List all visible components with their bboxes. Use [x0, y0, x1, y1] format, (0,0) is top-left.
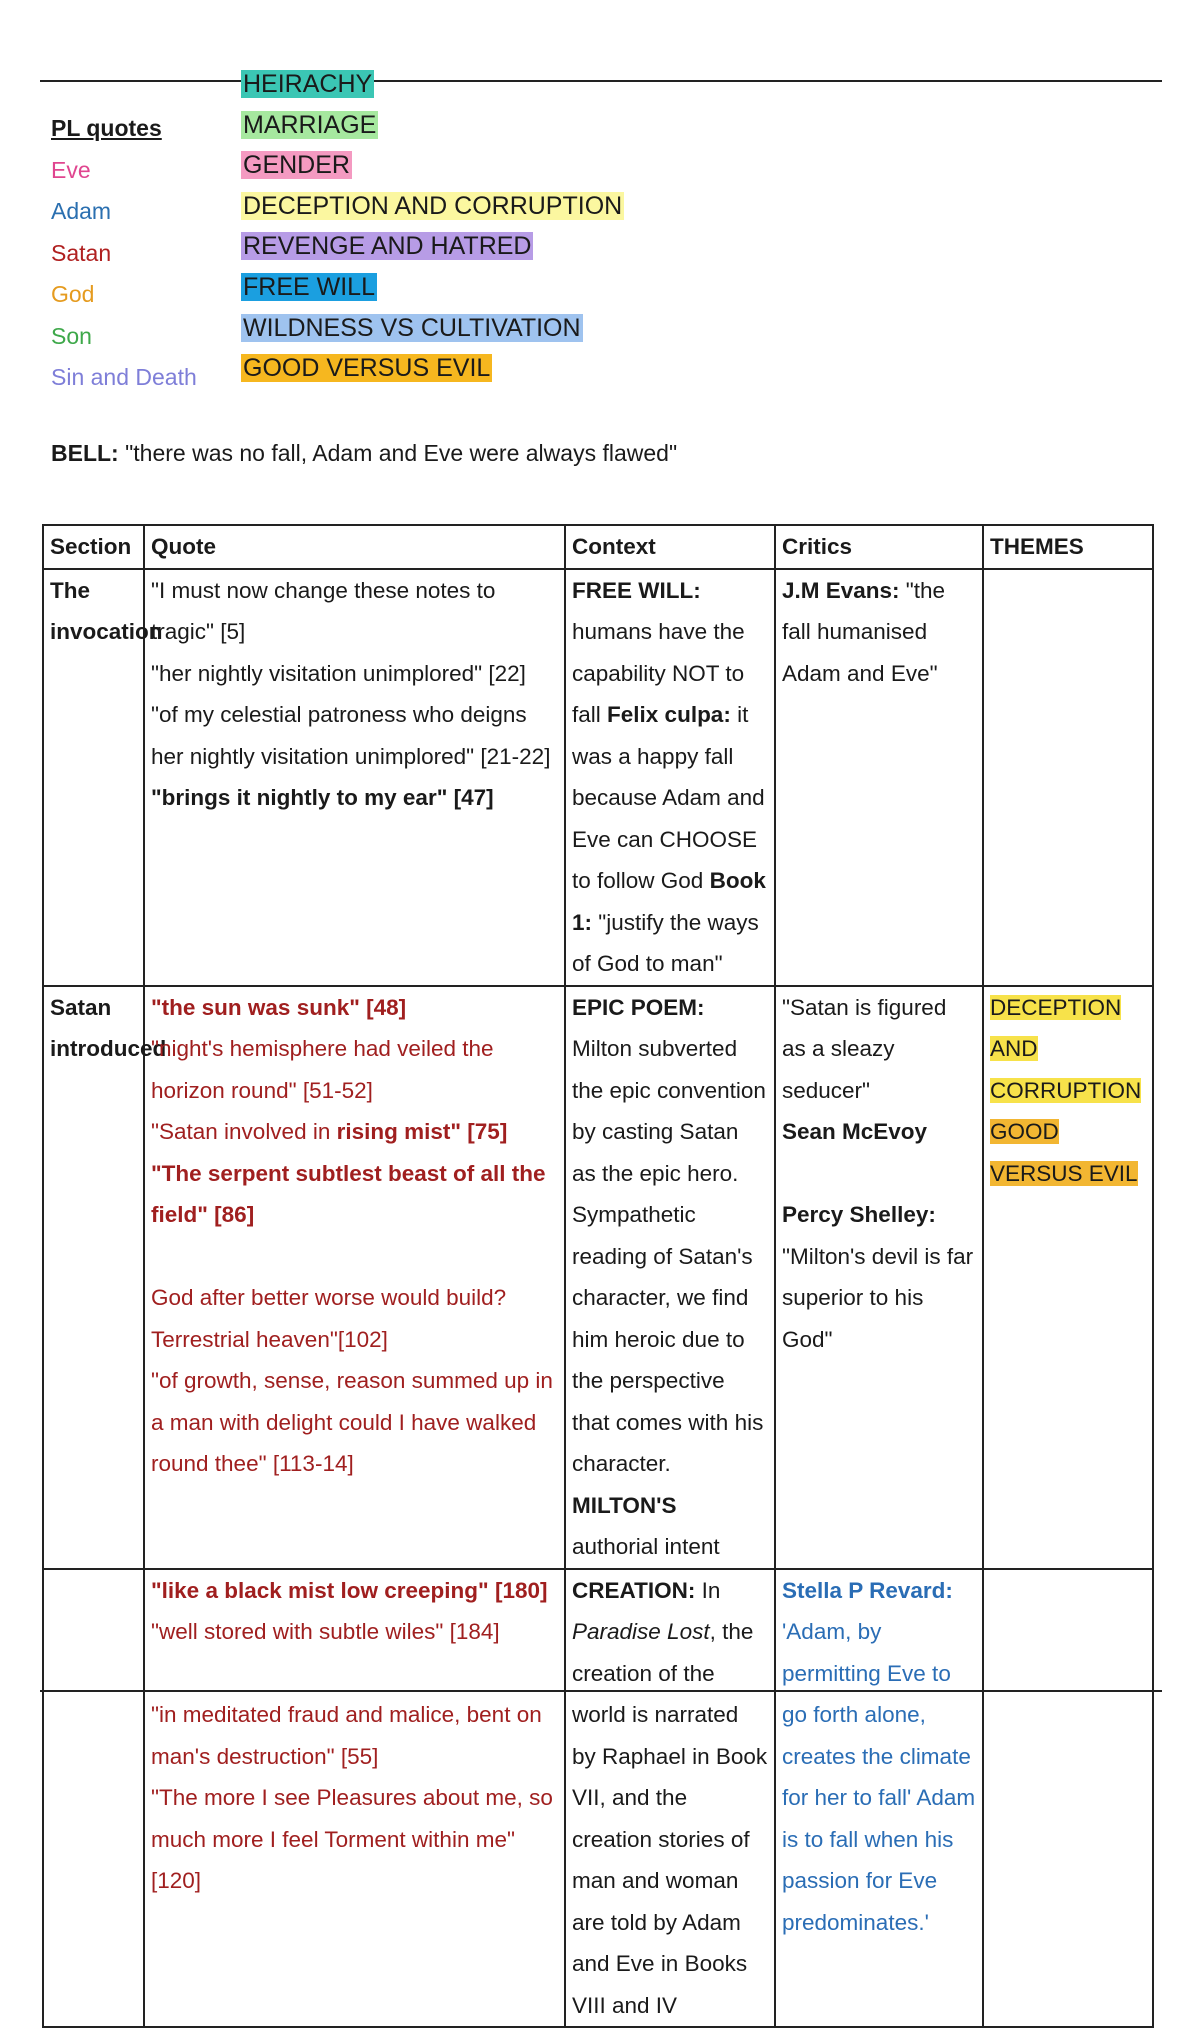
context-label: FREE WILL:: [572, 577, 701, 603]
theme-wildness: WILDNESS VS CULTIVATION: [243, 313, 581, 342]
section-cell: [43, 569, 163, 986]
theme-heirachy: HEIRACHY: [243, 70, 373, 98]
critic-quote: "the fall humanised Adam and Eve": [782, 577, 946, 686]
context-text: authorial intent: [572, 1534, 720, 1559]
theme-marriage: MARRIAGE: [243, 110, 377, 139]
quote: "I must now change these notes to tragic" [5]: [151, 577, 496, 644]
quote: "The more I see Pleasures about me, so much more I feel Torment within me" [120]: [151, 1785, 553, 1893]
critic-quote: "Satan is figured as a sleazy seducer": [782, 994, 947, 1103]
quote: "in meditated fraud and malice, bent on man's destruction" [55]: [151, 1702, 542, 1769]
critics-cell: [775, 1569, 983, 2028]
table-row: [43, 986, 1153, 1569]
header-context: Context: [565, 525, 775, 569]
theme-gender: GENDER: [243, 151, 350, 180]
legend-son: Son: [51, 322, 92, 349]
context-text: In: [695, 1577, 721, 1603]
quote: "night's hemisphere had veiled the horizon round" [51-52]: [151, 1036, 494, 1103]
table-row: [43, 569, 1153, 986]
context-label: MILTON'S: [572, 1492, 677, 1518]
section-label: The: [50, 577, 91, 603]
bell-quote: [51, 440, 677, 467]
themes-cell: [983, 569, 1153, 986]
header-section: Section: [43, 525, 144, 569]
bell-name: BELL:: [51, 440, 119, 466]
themes-cell: [983, 986, 1153, 1569]
context-cell: [565, 1569, 775, 2028]
legend-sin-and-death: Sin and Death: [51, 364, 197, 390]
context-label: CREATION:: [572, 1577, 696, 1603]
critic-quote: 'Adam, by permitting Eve to go forth alone, creates the climate for her to fall' Adam is to fall when his passion for Eve predominates.': [782, 1619, 976, 1935]
context-label: Felix culpa:: [607, 702, 731, 727]
legend-god: God: [51, 281, 95, 307]
theme-revenge: REVENGE AND HATRED: [243, 232, 532, 261]
theme-good-evil: GOOD VERSUS EVIL: [243, 354, 491, 383]
section-label: Satan: [50, 994, 112, 1020]
quote: "like a black mist low creeping" [180]: [151, 1577, 548, 1603]
quote: "the sun was sunk" [48]: [151, 994, 407, 1020]
header-themes: THEMES: [983, 525, 1153, 569]
legend-satan: Satan: [51, 239, 112, 266]
quote: "brings it nightly to my ear" [47]: [151, 785, 494, 810]
theme-free-will: FREE WILL: [243, 272, 375, 301]
table-row: [43, 1569, 1153, 2028]
quote: "Satan involved in: [151, 1119, 337, 1144]
context-text: humans have the capability NOT to fall: [572, 619, 745, 727]
theme-tag-deception: DECEPTION AND CORRUPTION: [990, 994, 1142, 1103]
quote: "of my celestial patroness who deigns her nightly visitation unimplored" [21-22]: [151, 702, 551, 769]
quote: "of growth, sense, reason summed up in a man with delight could I have walked round thee" [113-14]: [151, 1368, 553, 1476]
theme-deception: DECEPTION AND CORRUPTION: [243, 191, 623, 220]
critic-name: Stella P Revard:: [782, 1577, 953, 1603]
legend-title: PL quotes: [51, 115, 162, 141]
header-quote: Quote: [144, 525, 565, 569]
quote-cell: [144, 1569, 565, 2028]
legend-adam: Adam: [51, 198, 112, 224]
quote-cell: [144, 569, 565, 986]
critics-cell: [775, 569, 983, 986]
quote: "her nightly visitation unimplored" [22]: [151, 660, 526, 686]
critic-name: Percy Shelley:: [782, 1202, 936, 1227]
quote: rising mist" [75]: [336, 1119, 508, 1144]
context-text: it was a happy fall because Adam and Eve can CHOOSE to follow God: [572, 702, 765, 893]
critic-quote: "Milton's devil is far superior to his God": [782, 1243, 974, 1352]
context-cell: [565, 986, 775, 1569]
section-label: invocation: [50, 619, 163, 644]
legend-eve: Eve: [51, 156, 91, 183]
context-text: Milton subverted the epic convention by casting Satan as the epic hero.: [572, 1036, 766, 1186]
themes-cell: [983, 1569, 1153, 2028]
bell-text: "there was no fall, Adam and Eve were always flawed": [118, 440, 678, 466]
theme-tag-good-evil: GOOD VERSUS EVIL: [990, 1119, 1138, 1186]
section-cell: [43, 986, 167, 1569]
quote: "The serpent subtlest beast of all the field" [86]: [151, 1160, 546, 1227]
quote: God after better worse would build? Terrestrial heaven"[102]: [151, 1285, 507, 1352]
critics-cell: [775, 986, 983, 1569]
context-cell: [565, 569, 775, 986]
character-legend: [51, 108, 197, 399]
context-text: , the creation of the world is narrated by Raphael in Book VII, and the creation stories of man and woman are told by Adam and Eve in Books VIII and IV: [572, 1619, 768, 2018]
context-text: "justify the ways of God to man": [572, 909, 759, 976]
critic-name: J.M Evans:: [782, 577, 900, 603]
context-text: Sympathetic reading of Satan's character, we find him heroic due to the perspective that comes with his character.: [572, 1202, 764, 1476]
quotes-table: [42, 524, 1154, 2028]
critic-name: Sean McEvoy: [782, 1119, 928, 1144]
section-cell: [43, 1569, 144, 2028]
section-label: introduced: [50, 1036, 167, 1061]
theme-legend: [241, 64, 624, 389]
table-header-row: [43, 525, 1153, 569]
header-critics: Critics: [775, 525, 983, 569]
quote-cell: [144, 986, 565, 1569]
quote: "well stored with subtle wiles" [184]: [151, 1619, 500, 1644]
context-label: EPIC POEM:: [572, 994, 705, 1020]
context-label: Book 1:: [572, 868, 766, 935]
context-title: Paradise Lost: [572, 1619, 710, 1644]
